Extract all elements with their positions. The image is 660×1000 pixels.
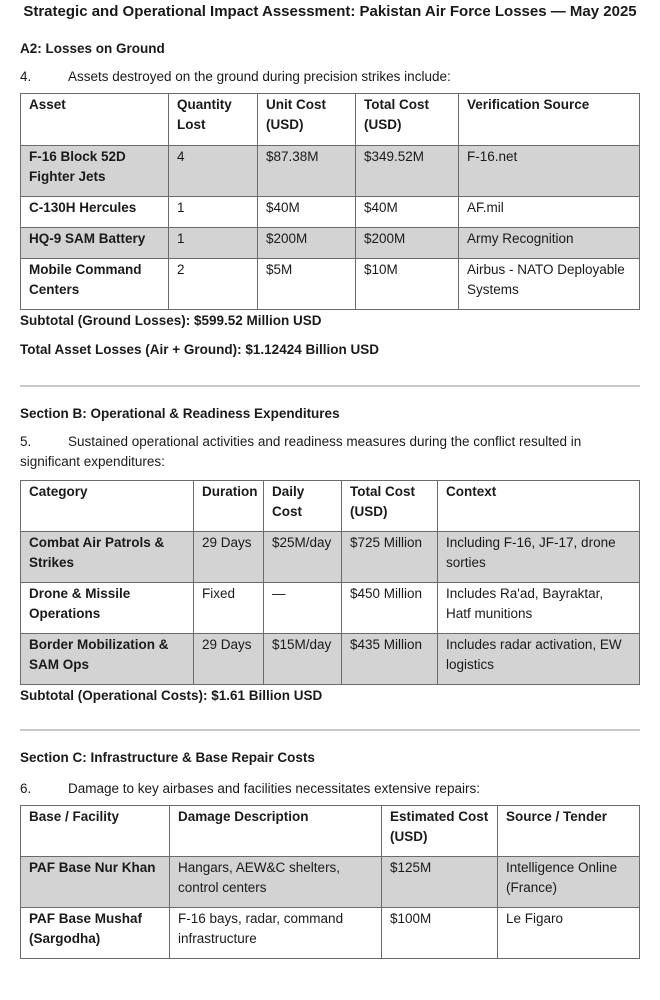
column-header: Category bbox=[21, 481, 194, 532]
table-cell: $100M bbox=[382, 908, 498, 959]
section-a2-heading: A2: Losses on Ground bbox=[20, 41, 165, 56]
column-header: Daily Cost bbox=[264, 481, 342, 532]
table-row bbox=[21, 532, 640, 583]
table-cell: $450 Million bbox=[342, 583, 438, 634]
table-cell: HQ-9 SAM Battery bbox=[21, 228, 169, 259]
table-cell: F-16 bays, radar, command infrastructure bbox=[170, 908, 382, 959]
operational-expenditures-table bbox=[20, 480, 640, 685]
table-row bbox=[21, 228, 640, 259]
table-cell: $40M bbox=[356, 197, 459, 228]
table-cell: Including F-16, JF-17, drone sorties bbox=[438, 532, 640, 583]
table-row bbox=[21, 583, 640, 634]
table-cell: AF.mil bbox=[459, 197, 640, 228]
column-header: Unit Cost (USD) bbox=[258, 94, 356, 146]
column-header: Duration bbox=[194, 481, 264, 532]
section-c-heading: Section C: Infrastructure & Base Repair Costs bbox=[20, 750, 315, 765]
table-cell: $5M bbox=[258, 259, 356, 310]
column-header: Verification Source bbox=[459, 94, 640, 146]
table-cell: Intelligence Online (France) bbox=[498, 857, 640, 908]
table-cell: 1 bbox=[169, 197, 258, 228]
table-cell: Fixed bbox=[194, 583, 264, 634]
table-cell: Border Mobilization & SAM Ops bbox=[21, 634, 194, 685]
paragraph-number: 6. bbox=[20, 781, 32, 796]
column-header: Source / Tender bbox=[498, 806, 640, 857]
section-divider bbox=[20, 729, 640, 731]
column-header: Context bbox=[438, 481, 640, 532]
section-b-heading: Section B: Operational & Readiness Expenditures bbox=[20, 406, 340, 421]
ground-losses-table bbox=[20, 93, 640, 310]
table-cell: Mobile Command Centers bbox=[21, 259, 169, 310]
table-cell: $725 Million bbox=[342, 532, 438, 583]
table-row bbox=[21, 259, 640, 310]
table-cell: Includes Ra'ad, Bayraktar, Hatf munitions bbox=[438, 583, 640, 634]
column-header: Asset bbox=[21, 94, 169, 146]
table-cell: $125M bbox=[382, 857, 498, 908]
paragraph-text: Assets destroyed on the ground during precision strikes include: bbox=[68, 69, 451, 84]
table-cell: Includes radar activation, EW logistics bbox=[438, 634, 640, 685]
table-cell: Le Figaro bbox=[498, 908, 640, 959]
table-row bbox=[21, 146, 640, 197]
paragraph-4 bbox=[20, 67, 640, 87]
table-cell: $349.52M bbox=[356, 146, 459, 197]
ground-subtotal: Subtotal (Ground Losses): $599.52 Million USD bbox=[20, 313, 322, 328]
table-cell: $10M bbox=[356, 259, 459, 310]
table-cell: $25M/day bbox=[264, 532, 342, 583]
table-cell: 29 Days bbox=[194, 634, 264, 685]
table-cell: $15M/day bbox=[264, 634, 342, 685]
table-cell: Drone & Missile Operations bbox=[21, 583, 194, 634]
total-asset-losses: Total Asset Losses (Air + Ground): $1.12424 Billion USD bbox=[20, 342, 379, 357]
table-cell: F-16.net bbox=[459, 146, 640, 197]
table-cell: 2 bbox=[169, 259, 258, 310]
table-header-row bbox=[21, 481, 640, 532]
column-header: Total Cost (USD) bbox=[342, 481, 438, 532]
table-row bbox=[21, 908, 640, 959]
paragraph-6 bbox=[20, 779, 640, 799]
column-header: Base / Facility bbox=[21, 806, 170, 857]
paragraph-number: 5. bbox=[20, 434, 32, 449]
table-cell: C-130H Hercules bbox=[21, 197, 169, 228]
table-header-row bbox=[21, 94, 640, 146]
table-row bbox=[21, 857, 640, 908]
section-divider bbox=[20, 385, 640, 387]
table-cell: 4 bbox=[169, 146, 258, 197]
table-cell: PAF Base Nur Khan bbox=[21, 857, 170, 908]
column-header: Quantity Lost bbox=[169, 94, 258, 146]
table-cell: $40M bbox=[258, 197, 356, 228]
paragraph-number: 4. bbox=[20, 69, 32, 84]
table-cell: $435 Million bbox=[342, 634, 438, 685]
infrastructure-repair-table bbox=[20, 805, 640, 959]
table-cell: F-16 Block 52D Fighter Jets bbox=[21, 146, 169, 197]
table-cell: PAF Base Mushaf (Sargodha) bbox=[21, 908, 170, 959]
operational-subtotal: Subtotal (Operational Costs): $1.61 Billion USD bbox=[20, 688, 323, 703]
table-cell: Airbus - NATO Deployable Systems bbox=[459, 259, 640, 310]
paragraph-text: Sustained operational activities and readiness measures during the conflict resulted in significant expenditures: bbox=[20, 434, 582, 469]
table-cell: Army Recognition bbox=[459, 228, 640, 259]
table-cell: Combat Air Patrols & Strikes bbox=[21, 532, 194, 583]
paragraph-text: Damage to key airbases and facilities necessitates extensive repairs: bbox=[68, 781, 480, 796]
column-header: Total Cost (USD) bbox=[356, 94, 459, 146]
paragraph-5 bbox=[20, 432, 640, 472]
column-header: Estimated Cost (USD) bbox=[382, 806, 498, 857]
table-cell: 29 Days bbox=[194, 532, 264, 583]
table-cell: 1 bbox=[169, 228, 258, 259]
column-header: Damage Description bbox=[170, 806, 382, 857]
table-cell: $87.38M bbox=[258, 146, 356, 197]
table-cell: — bbox=[264, 583, 342, 634]
table-row bbox=[21, 634, 640, 685]
table-cell: $200M bbox=[356, 228, 459, 259]
table-cell: Hangars, AEW&C shelters, control centers bbox=[170, 857, 382, 908]
page-title: Strategic and Operational Impact Assessment: Pakistan Air Force Losses — May 2025 bbox=[23, 3, 637, 20]
table-cell: $200M bbox=[258, 228, 356, 259]
table-row bbox=[21, 197, 640, 228]
table-header-row bbox=[21, 806, 640, 857]
